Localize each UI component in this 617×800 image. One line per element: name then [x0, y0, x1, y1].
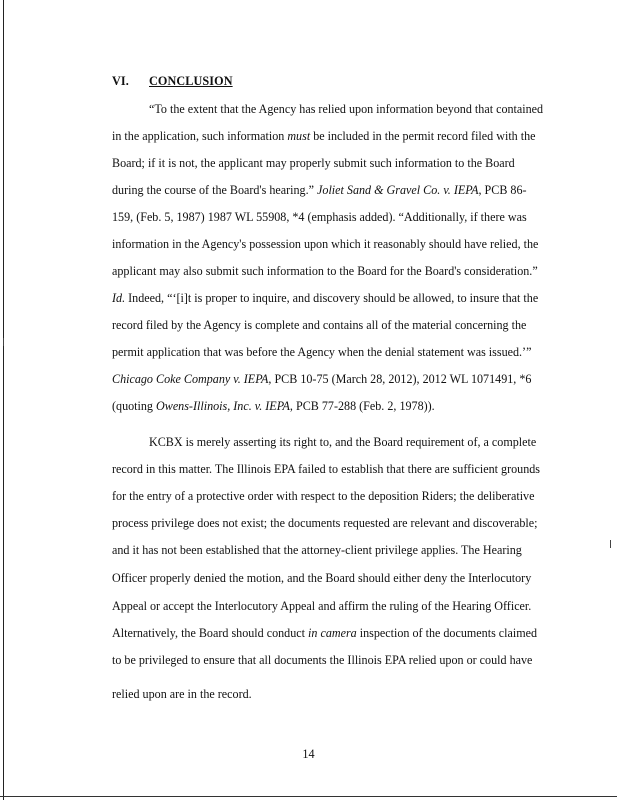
- paragraph-2-line-8: Alternatively, the Board should conduct in camera inspection of the documents claimed: [112, 626, 538, 640]
- page-number: 14: [302, 747, 315, 761]
- section-number: VI.: [112, 74, 129, 88]
- paragraph-2-line-10: relied upon are in the record.: [112, 687, 252, 701]
- paragraph-2-line-6: Officer properly denied the motion, and the Board should either deny the Interlocutory: [112, 571, 532, 585]
- paragraph-2-line-4: process privilege does not exist; the documents requested are relevant and discoverable;: [112, 516, 538, 530]
- paragraph-2-line-1: KCBX is merely asserting its right to, and the Board requirement of, a complete: [149, 435, 537, 449]
- paragraph-2-line-9: to be privileged to ensure that all documents the Illinois EPA relied upon or could have: [112, 653, 533, 667]
- paragraph-1-line-2: in the application, such information must be included in the permit record filed with the: [112, 129, 536, 143]
- paragraph-1-line-1: “To the extent that the Agency has relied upon information beyond that contained: [149, 102, 544, 116]
- paragraph-1-line-8: Id. Indeed, “‘[i]t is proper to inquire, and discovery should be allowed, to insure that the: [112, 291, 539, 305]
- paragraph-2-line-3: for the entry of a protective order with respect to the deposition Riders; the deliberative: [112, 489, 535, 503]
- scan-border-left: [3, 0, 4, 800]
- scan-artifact: [3, 338, 4, 346]
- paragraph-1-line-5: 159, (Feb. 5, 1987) 1987 WL 55908, *4 (emphasis added). “Additionally, if there was: [112, 210, 527, 224]
- paragraph-2-line-5: and it has not been established that the attorney-client privilege applies. The Hearing: [112, 543, 522, 557]
- paragraph-1-line-3: Board; if it is not, the applicant may properly submit such information to the Board: [112, 156, 515, 170]
- paragraph-1-line-11: Chicago Coke Company v. IEPA, PCB 10-75 (March 28, 2012), 2012 WL 1071491, *6: [112, 372, 532, 386]
- section-title: CONCLUSION: [149, 74, 233, 88]
- scan-border-bottom: [0, 796, 617, 797]
- paragraph-1-line-12: (quoting Owens-Illinois, Inc. v. IEPA, PCB 77-288 (Feb. 2, 1978)).: [112, 399, 435, 413]
- paragraph-1-line-10: permit application that was before the Agency when the denial statement was issued.’”: [112, 345, 532, 359]
- paragraph-1-line-6: information in the Agency's possession upon which it reasonably should have relied, the: [112, 237, 539, 251]
- section-heading: [112, 74, 233, 89]
- paragraph-1-line-9: record filed by the Agency is complete and contains all of the material concerning the: [112, 318, 527, 332]
- scan-artifact: [610, 540, 611, 548]
- paragraph-1-line-4: during the course of the Board's hearing.” Joliet Sand & Gravel Co. v. IEPA, PCB 86-: [112, 183, 527, 197]
- paragraph-2-line-7: Appeal or accept the Interlocutory Appeal and affirm the ruling of the Hearing Officer.: [112, 599, 532, 613]
- paragraph-2-line-2: record in this matter. The Illinois EPA failed to establish that there are sufficient grounds: [112, 462, 541, 476]
- paragraph-1-line-7: applicant may also submit such information to the Board for the Board's consideration.”: [112, 264, 538, 278]
